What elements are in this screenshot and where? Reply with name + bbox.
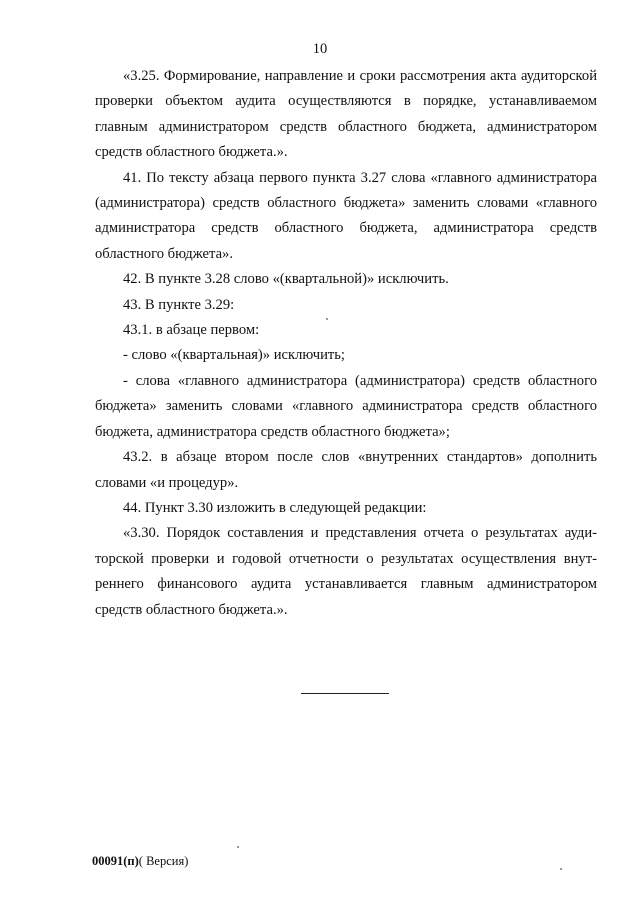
footer <box>92 853 188 869</box>
paragraph-43: 43. В пункте 3.29: <box>123 296 235 313</box>
scan-speck <box>560 868 562 870</box>
paragraph-3-25: «3.25. Формирование, направление и сроки рассмотрения акта аудиторской проверки объектом аудита осуществляются в порядке, устанавливаемом главным администратором средств областного бюджета, администратором средств областного бюджета.». <box>95 68 597 161</box>
closing-rule <box>301 693 389 694</box>
footer-code: 00091(п) <box>92 854 139 868</box>
document-body <box>95 64 597 623</box>
paragraph-43-1-item-2: - слова «главного администратора (администратора) средств областного бюджета» заменить словами «главного администратора средств областного бюджета, администратора средств областного бюджета»; <box>95 372 597 440</box>
paragraph-41: 41. По тексту абзаца первого пункта 3.27 слова «главного администратора (администратора) средств областного бюджета» заменить словами «главного администратора средств областного бюджета, администратора средств областного бюджета». <box>95 169 597 262</box>
paragraph-43-2: 43.2. в абзаце втором после слов «внутренних стандартов» дополнить словами «и процедур». <box>95 449 597 491</box>
scan-speck <box>237 846 239 848</box>
page-number: 10 <box>312 41 328 57</box>
paragraph-44: 44. Пункт 3.30 изложить в следующей редакции: <box>123 499 427 516</box>
paragraph-43-1-item-1: - слово «(квартальная)» исключить; <box>123 347 345 364</box>
paragraph-3-30: «3.30. Порядок составления и представления отчета о результатах аудиторской проверки и годовой отчетности о результатах осуществления внутреннего финансового аудита устанавливается главным администратором средств областного бюджета.». <box>95 525 597 618</box>
scan-speck <box>326 318 328 320</box>
paragraph-43-1: 43.1. в абзаце первом: <box>123 322 260 339</box>
footer-version: ( Версия) <box>138 854 189 868</box>
paragraph-42: 42. В пункте 3.28 слово «(квартальной)» исключить. <box>123 271 449 288</box>
